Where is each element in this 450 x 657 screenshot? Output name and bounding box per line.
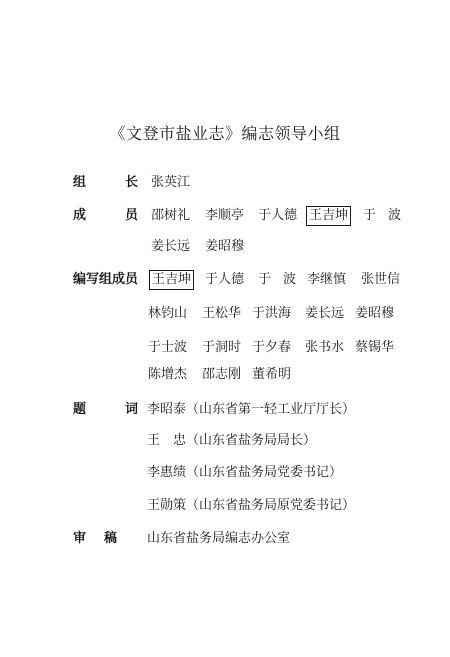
inscription-label-char-2: 词 [125,402,139,417]
member-name: 姜长远 [151,239,191,254]
editors-label: 编写组成员 [73,272,139,287]
editor-name: 张世信 [361,272,401,287]
member-name: 于 [363,208,377,223]
review-label-char-2: 稿 [104,531,118,546]
editor-name: 于 [258,272,272,287]
editor-name: 于洞时 [202,340,242,355]
inscription-entry: 李惠绩（山东省盐务局党委书记） [147,465,343,480]
editor-name-boxed: 王吉坤 [149,270,194,290]
member-name: 波 [388,208,402,223]
editor-name: 陈增杰 [148,367,188,382]
members-label-char-1: 成 [73,208,87,223]
editor-name: 于洪海 [252,306,292,321]
member-name: 邵树礼 [151,208,191,223]
inscription-entry: 李昭泰（山东省第一轻工业厅厅长） [147,402,356,417]
page-title: 《文登市盐业志》编志领导小组 [109,124,341,143]
member-name: 姜昭穆 [205,239,245,254]
members-label-char-2: 员 [125,208,139,223]
leader-label-char-1: 组 [73,175,87,190]
editor-name: 张书水 [305,340,345,355]
leader-label-char-2: 长 [125,175,139,190]
editor-name: 林钧山 [148,306,188,321]
editor-name: 姜昭穆 [355,306,395,321]
editor-name: 邵志刚 [202,367,242,382]
editor-name: 于夕春 [252,340,292,355]
inscription-label-char-1: 题 [73,402,87,417]
editor-name: 李继慎 [307,272,347,287]
leader-name: 张英江 [151,175,191,190]
review-value: 山东省盐务局编志办公室 [147,531,291,546]
inscription-entry: 王勋策（山东省盐务局原党委书记） [147,498,356,513]
inscription-entry: 王 忠（山东省盐务局局长） [147,433,317,448]
member-name: 于人德 [258,208,298,223]
editor-name: 王松华 [202,306,242,321]
review-label-char-1: 审 [73,531,87,546]
editor-name: 姜长远 [305,306,345,321]
editor-name: 波 [283,272,297,287]
editor-name: 蔡锡华 [355,340,395,355]
member-name-boxed: 王吉坤 [306,206,351,226]
editor-name: 董希明 [252,367,292,382]
editor-name: 于人德 [205,272,245,287]
member-name: 李顺亭 [205,208,245,223]
editor-name: 于士波 [148,340,188,355]
